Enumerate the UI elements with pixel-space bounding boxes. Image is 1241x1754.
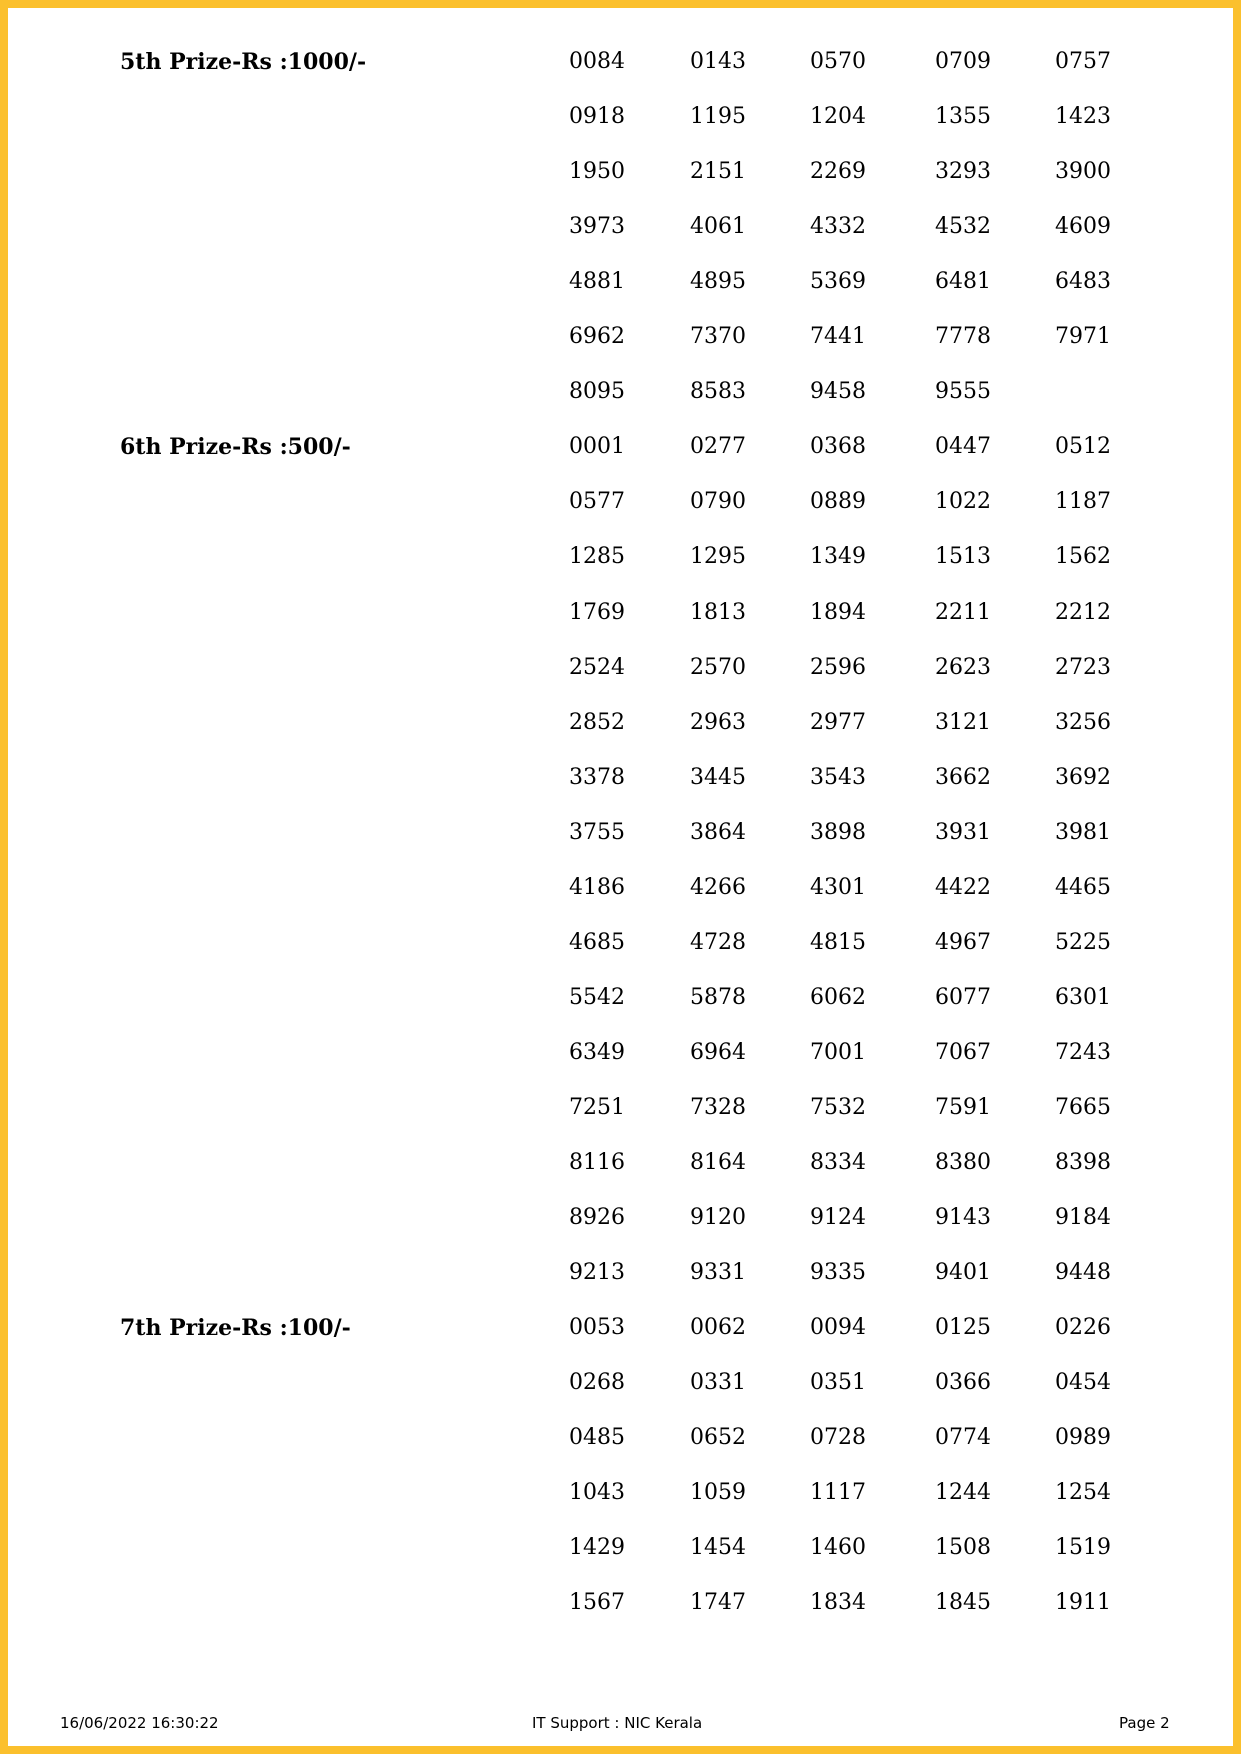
winning-number: 1204 — [810, 104, 866, 129]
winning-number: 1911 — [1055, 1590, 1111, 1615]
winning-number: 1813 — [690, 600, 746, 625]
winning-number: 0143 — [690, 49, 746, 74]
number-row — [0, 157, 1241, 187]
winning-number: 0790 — [690, 489, 746, 514]
winning-number: 4895 — [690, 269, 746, 294]
winning-number: 6962 — [569, 324, 625, 349]
number-row — [0, 1148, 1241, 1178]
number-row — [0, 1368, 1241, 1398]
winning-number: 2211 — [935, 600, 991, 625]
number-row — [0, 1038, 1241, 1068]
number-row — [0, 1093, 1241, 1123]
winning-number: 9184 — [1055, 1205, 1111, 1230]
winning-number: 8334 — [810, 1150, 866, 1175]
winning-number: 9124 — [810, 1205, 866, 1230]
winning-number: 0652 — [690, 1425, 746, 1450]
winning-number: 0577 — [569, 489, 625, 514]
number-row — [0, 1313, 1241, 1343]
winning-number: 0331 — [690, 1370, 746, 1395]
footer-page-number: Page 2 — [1119, 1714, 1170, 1732]
winning-number: 4685 — [569, 930, 625, 955]
winning-number: 4465 — [1055, 875, 1111, 900]
winning-number: 2723 — [1055, 655, 1111, 680]
winning-number: 3898 — [810, 820, 866, 845]
winning-number: 1349 — [810, 544, 866, 569]
winning-number: 3981 — [1055, 820, 1111, 845]
winning-number: 5878 — [690, 985, 746, 1010]
prize-label: 7th Prize-Rs :100/- — [120, 1315, 351, 1341]
winning-number: 3755 — [569, 820, 625, 845]
winning-number: 1567 — [569, 1590, 625, 1615]
winning-number: 6483 — [1055, 269, 1111, 294]
winning-number: 2212 — [1055, 600, 1111, 625]
winning-number: 2852 — [569, 710, 625, 735]
winning-number: 6301 — [1055, 985, 1111, 1010]
winning-number: 8398 — [1055, 1150, 1111, 1175]
winning-number: 1508 — [935, 1535, 991, 1560]
number-row — [0, 1533, 1241, 1563]
winning-number: 0125 — [935, 1315, 991, 1340]
winning-number: 7067 — [935, 1040, 991, 1065]
winning-number: 7532 — [810, 1095, 866, 1120]
winning-number: 1059 — [690, 1480, 746, 1505]
winning-number: 0709 — [935, 49, 991, 74]
winning-number: 1950 — [569, 159, 625, 184]
number-row — [0, 708, 1241, 738]
number-row — [0, 322, 1241, 352]
winning-number: 0774 — [935, 1425, 991, 1450]
winning-number: 1117 — [810, 1480, 866, 1505]
number-row — [0, 1423, 1241, 1453]
winning-number: 1834 — [810, 1590, 866, 1615]
number-row — [0, 1588, 1241, 1618]
winning-number: 3293 — [935, 159, 991, 184]
winning-number: 7243 — [1055, 1040, 1111, 1065]
number-row — [0, 983, 1241, 1013]
winning-number: 5369 — [810, 269, 866, 294]
winning-number: 4332 — [810, 214, 866, 239]
winning-number: 3931 — [935, 820, 991, 845]
number-row — [0, 487, 1241, 517]
winning-number: 0512 — [1055, 434, 1111, 459]
winning-number: 9335 — [810, 1260, 866, 1285]
number-row — [0, 873, 1241, 903]
winning-number: 8095 — [569, 379, 625, 404]
winning-number: 0447 — [935, 434, 991, 459]
winning-number: 3121 — [935, 710, 991, 735]
winning-number: 0351 — [810, 1370, 866, 1395]
winning-number: 1285 — [569, 544, 625, 569]
winning-number: 8926 — [569, 1205, 625, 1230]
winning-number: 6481 — [935, 269, 991, 294]
winning-number: 1187 — [1055, 489, 1111, 514]
winning-number: 1894 — [810, 600, 866, 625]
winning-number: 9120 — [690, 1205, 746, 1230]
number-row — [0, 432, 1241, 462]
winning-number: 2596 — [810, 655, 866, 680]
winning-number: 1022 — [935, 489, 991, 514]
winning-number: 3973 — [569, 214, 625, 239]
winning-number: 0570 — [810, 49, 866, 74]
winning-number: 0001 — [569, 434, 625, 459]
winning-number: 3864 — [690, 820, 746, 845]
winning-number: 0062 — [690, 1315, 746, 1340]
winning-number: 2977 — [810, 710, 866, 735]
winning-number: 7001 — [810, 1040, 866, 1065]
winning-number: 8164 — [690, 1150, 746, 1175]
winning-number: 1769 — [569, 600, 625, 625]
winning-number: 2524 — [569, 655, 625, 680]
number-row — [0, 763, 1241, 793]
winning-number: 4186 — [569, 875, 625, 900]
winning-number: 2623 — [935, 655, 991, 680]
number-row — [0, 47, 1241, 77]
winning-number: 0989 — [1055, 1425, 1111, 1450]
winning-number: 8583 — [690, 379, 746, 404]
winning-number: 7778 — [935, 324, 991, 349]
winning-number: 8380 — [935, 1150, 991, 1175]
number-row — [0, 653, 1241, 683]
winning-number: 4609 — [1055, 214, 1111, 239]
winning-number: 2269 — [810, 159, 866, 184]
winning-number: 1295 — [690, 544, 746, 569]
winning-number: 0226 — [1055, 1315, 1111, 1340]
winning-number: 0366 — [935, 1370, 991, 1395]
winning-number: 3662 — [935, 765, 991, 790]
number-row — [0, 1203, 1241, 1233]
winning-number: 1244 — [935, 1480, 991, 1505]
winning-number: 7591 — [935, 1095, 991, 1120]
number-row — [0, 1258, 1241, 1288]
winning-number: 1519 — [1055, 1535, 1111, 1560]
winning-number: 0053 — [569, 1315, 625, 1340]
winning-number: 6349 — [569, 1040, 625, 1065]
winning-number: 1562 — [1055, 544, 1111, 569]
footer-timestamp: 16/06/2022 16:30:22 — [60, 1714, 219, 1732]
winning-number: 1429 — [569, 1535, 625, 1560]
winning-number: 6964 — [690, 1040, 746, 1065]
winning-number: 1043 — [569, 1480, 625, 1505]
winning-number: 9555 — [935, 379, 991, 404]
winning-number: 4815 — [810, 930, 866, 955]
winning-number: 2570 — [690, 655, 746, 680]
winning-number: 0485 — [569, 1425, 625, 1450]
winning-number: 4061 — [690, 214, 746, 239]
winning-number: 0454 — [1055, 1370, 1111, 1395]
winning-number: 1513 — [935, 544, 991, 569]
winning-number: 1460 — [810, 1535, 866, 1560]
winning-number: 4422 — [935, 875, 991, 900]
number-row — [0, 818, 1241, 848]
winning-number: 7971 — [1055, 324, 1111, 349]
winning-number: 2151 — [690, 159, 746, 184]
winning-number: 7328 — [690, 1095, 746, 1120]
winning-number: 0728 — [810, 1425, 866, 1450]
winning-number: 1747 — [690, 1590, 746, 1615]
winning-number: 3256 — [1055, 710, 1111, 735]
winning-number: 3543 — [810, 765, 866, 790]
winning-number: 7441 — [810, 324, 866, 349]
winning-number: 0084 — [569, 49, 625, 74]
number-row — [0, 928, 1241, 958]
winning-number: 7251 — [569, 1095, 625, 1120]
prize-label: 5th Prize-Rs :1000/- — [120, 49, 367, 75]
number-row — [0, 102, 1241, 132]
winning-number: 9458 — [810, 379, 866, 404]
winning-number: 0757 — [1055, 49, 1111, 74]
number-row — [0, 377, 1241, 407]
winning-number: 9331 — [690, 1260, 746, 1285]
winning-number: 3445 — [690, 765, 746, 790]
winning-number: 0918 — [569, 104, 625, 129]
winning-number: 5225 — [1055, 930, 1111, 955]
winning-number: 6062 — [810, 985, 866, 1010]
winning-number: 4967 — [935, 930, 991, 955]
winning-number: 7370 — [690, 324, 746, 349]
winning-number: 0268 — [569, 1370, 625, 1395]
number-row — [0, 267, 1241, 297]
winning-number: 4266 — [690, 875, 746, 900]
winning-number: 1355 — [935, 104, 991, 129]
winning-number: 4881 — [569, 269, 625, 294]
footer-support: IT Support : NIC Kerala — [532, 1714, 703, 1732]
winning-number: 7665 — [1055, 1095, 1111, 1120]
winning-number: 1254 — [1055, 1480, 1111, 1505]
winning-number: 9143 — [935, 1205, 991, 1230]
winning-number: 0368 — [810, 434, 866, 459]
number-row — [0, 1478, 1241, 1508]
winning-number: 4301 — [810, 875, 866, 900]
number-row — [0, 212, 1241, 242]
winning-number: 8116 — [569, 1150, 625, 1175]
winning-number: 0889 — [810, 489, 866, 514]
winning-number: 1423 — [1055, 104, 1111, 129]
winning-number: 9213 — [569, 1260, 625, 1285]
winning-number: 6077 — [935, 985, 991, 1010]
winning-number: 1845 — [935, 1590, 991, 1615]
prize-label: 6th Prize-Rs :500/- — [120, 434, 351, 460]
winning-number: 3692 — [1055, 765, 1111, 790]
number-row — [0, 598, 1241, 628]
winning-number: 4728 — [690, 930, 746, 955]
winning-number: 1454 — [690, 1535, 746, 1560]
number-row — [0, 542, 1241, 572]
winning-number: 5542 — [569, 985, 625, 1010]
winning-number: 1195 — [690, 104, 746, 129]
winning-number: 3900 — [1055, 159, 1111, 184]
winning-number: 3378 — [569, 765, 625, 790]
winning-number: 9401 — [935, 1260, 991, 1285]
winning-number: 4532 — [935, 214, 991, 239]
winning-number: 9448 — [1055, 1260, 1111, 1285]
winning-number: 2963 — [690, 710, 746, 735]
winning-number: 0094 — [810, 1315, 866, 1340]
winning-number: 0277 — [690, 434, 746, 459]
